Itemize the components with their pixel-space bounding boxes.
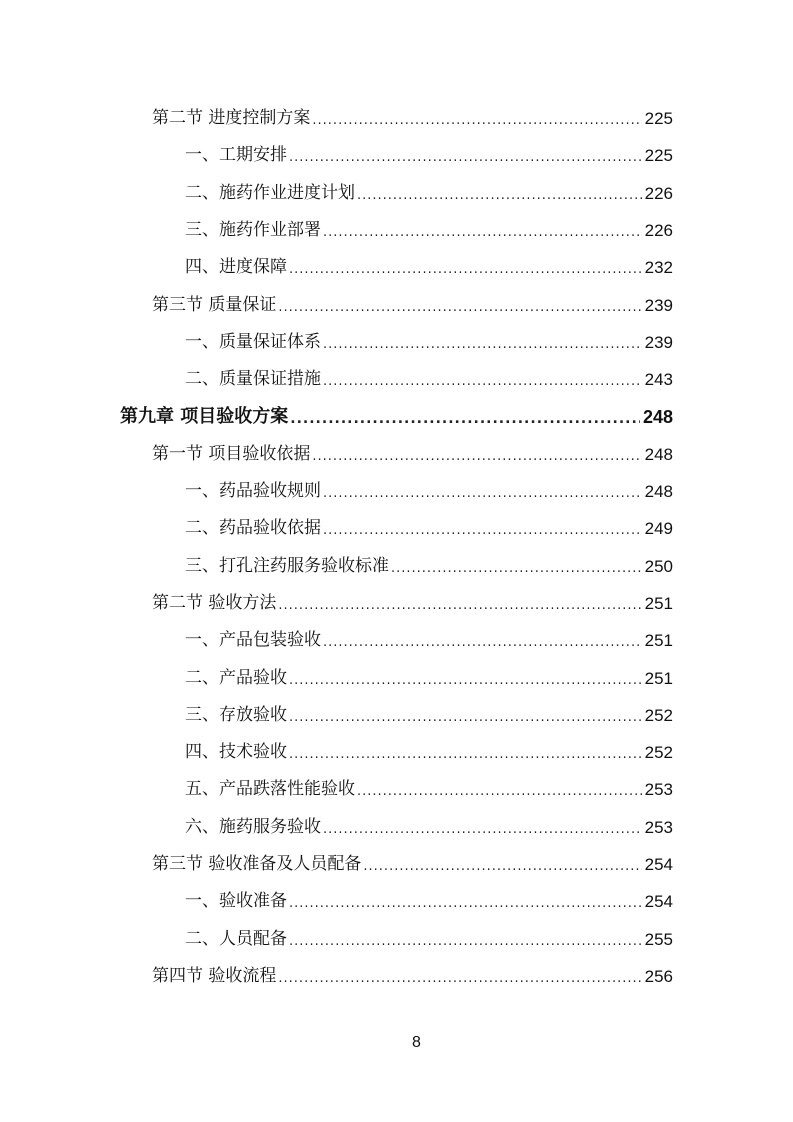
toc-section-entry[interactable]	[120, 436, 673, 473]
toc-item-entry[interactable]	[120, 697, 673, 734]
dot-leader	[289, 263, 642, 276]
dot-leader	[289, 711, 642, 724]
toc-entry-label: 第四节 验收流程	[152, 965, 277, 986]
toc-section-entry[interactable]	[120, 100, 673, 137]
toc-entry-page: 254	[644, 892, 673, 912]
toc-item-entry[interactable]	[120, 249, 673, 286]
dot-leader	[323, 823, 642, 836]
dot-leader	[278, 599, 641, 612]
toc-entry-page: 232	[644, 258, 673, 278]
toc-entry-label: 第三节 质量保证	[152, 294, 277, 315]
dot-leader	[323, 524, 642, 537]
toc-entry-page: 251	[644, 594, 673, 613]
toc-entry-label: 二、产品验收	[185, 667, 287, 688]
toc-entry-page: 252	[644, 705, 673, 725]
toc-item-entry[interactable]	[120, 212, 673, 249]
toc-item-entry[interactable]	[120, 361, 673, 398]
dot-leader	[289, 935, 642, 948]
toc-entry-page: 252	[644, 743, 673, 763]
toc-entry-label: 二、质量保证措施	[185, 369, 321, 390]
dot-leader	[391, 562, 642, 575]
toc-entry-label: 二、人员配备	[185, 928, 287, 949]
toc-entry-label: 三、施药作业部署	[185, 220, 321, 241]
toc-entry-label: 四、技术验收	[185, 742, 287, 763]
dot-leader	[323, 226, 642, 239]
dot-leader	[289, 897, 642, 910]
toc-item-entry[interactable]	[120, 921, 673, 958]
toc-entry-page: 251	[644, 631, 673, 651]
toc-entry-label: 三、打孔注药服务验收标准	[185, 555, 389, 576]
toc-entry-page: 239	[644, 332, 673, 352]
dot-leader	[278, 301, 641, 314]
toc-entry-label: 第九章 项目验收方案	[120, 406, 289, 428]
toc-entry-label: 第一节 项目验收依据	[152, 443, 311, 464]
dot-leader	[312, 114, 641, 127]
dot-leader	[312, 450, 641, 463]
toc-entry-page: 248	[644, 444, 673, 464]
toc-entry-page: 255	[644, 929, 673, 949]
toc-entry-label: 三、存放验收	[185, 704, 287, 725]
dot-leader	[363, 860, 641, 873]
toc-entry-label: 第二节 验收方法	[152, 593, 277, 613]
dot-leader	[323, 375, 642, 388]
toc-entry-label: 二、药品验收依据	[185, 518, 321, 539]
toc-entry-label: 五、产品跌落性能验收	[185, 779, 355, 800]
toc-chapter-entry[interactable]	[120, 398, 673, 435]
toc-item-entry[interactable]	[120, 548, 673, 585]
toc-entry-label: 四、进度保障	[185, 257, 287, 278]
toc-item-entry[interactable]	[120, 324, 673, 361]
dot-leader	[323, 636, 642, 649]
toc-entry-label: 第三节 验收准备及人员配备	[152, 854, 362, 875]
toc-entry-page: 225	[644, 146, 673, 166]
dot-leader	[289, 674, 642, 687]
toc-entry-page: 253	[644, 780, 673, 800]
toc-entry-page: 226	[644, 183, 673, 203]
toc-item-entry[interactable]	[120, 659, 673, 696]
toc-entry-page: 249	[644, 519, 673, 539]
toc-entry-page: 256	[644, 966, 673, 986]
toc-section-entry[interactable]	[120, 958, 673, 995]
dot-leader	[290, 412, 640, 426]
toc-item-entry[interactable]	[120, 137, 673, 174]
toc-entry-label: 六、施药服务验收	[185, 816, 321, 837]
toc-item-entry[interactable]	[120, 883, 673, 920]
toc-entry-label: 一、验收准备	[185, 891, 287, 912]
toc-entry-label: 二、施药作业进度计划	[185, 182, 355, 203]
toc-entry-page: 248	[642, 407, 673, 428]
toc-section-entry[interactable]	[120, 846, 673, 883]
toc-item-entry[interactable]	[120, 175, 673, 212]
toc-entry-page: 243	[644, 370, 673, 390]
toc-item-entry[interactable]	[120, 622, 673, 659]
toc-entry-label: 第二节 进度控制方案	[152, 108, 311, 129]
dot-leader	[357, 189, 642, 202]
toc-section-entry[interactable]	[120, 585, 673, 622]
toc-entry-page: 248	[644, 482, 673, 502]
table-of-contents	[120, 100, 673, 995]
toc-item-entry[interactable]	[120, 510, 673, 547]
toc-entry-label: 一、药品验收规则	[185, 481, 321, 502]
dot-leader	[357, 785, 642, 798]
dot-leader	[289, 748, 642, 761]
toc-entry-page: 251	[644, 668, 673, 688]
toc-section-entry[interactable]	[120, 286, 673, 323]
toc-entry-label: 一、质量保证体系	[185, 331, 321, 352]
toc-entry-page: 239	[644, 295, 673, 315]
toc-entry-page: 250	[644, 556, 673, 576]
dot-leader	[323, 487, 642, 500]
toc-entry-page: 226	[644, 221, 673, 241]
toc-item-entry[interactable]	[120, 734, 673, 771]
toc-item-entry[interactable]	[120, 771, 673, 808]
toc-entry-label: 一、产品包装验收	[185, 630, 321, 651]
toc-item-entry[interactable]	[120, 809, 673, 846]
toc-entry-page: 253	[644, 817, 673, 837]
page-number: 8	[412, 1034, 421, 1051]
dot-leader	[278, 972, 641, 985]
toc-item-entry[interactable]	[120, 473, 673, 510]
dot-leader	[323, 338, 642, 351]
toc-entry-label: 一、工期安排	[185, 145, 287, 166]
dot-leader	[289, 151, 642, 164]
toc-entry-page: 254	[644, 855, 673, 875]
toc-entry-page: 225	[644, 109, 673, 129]
